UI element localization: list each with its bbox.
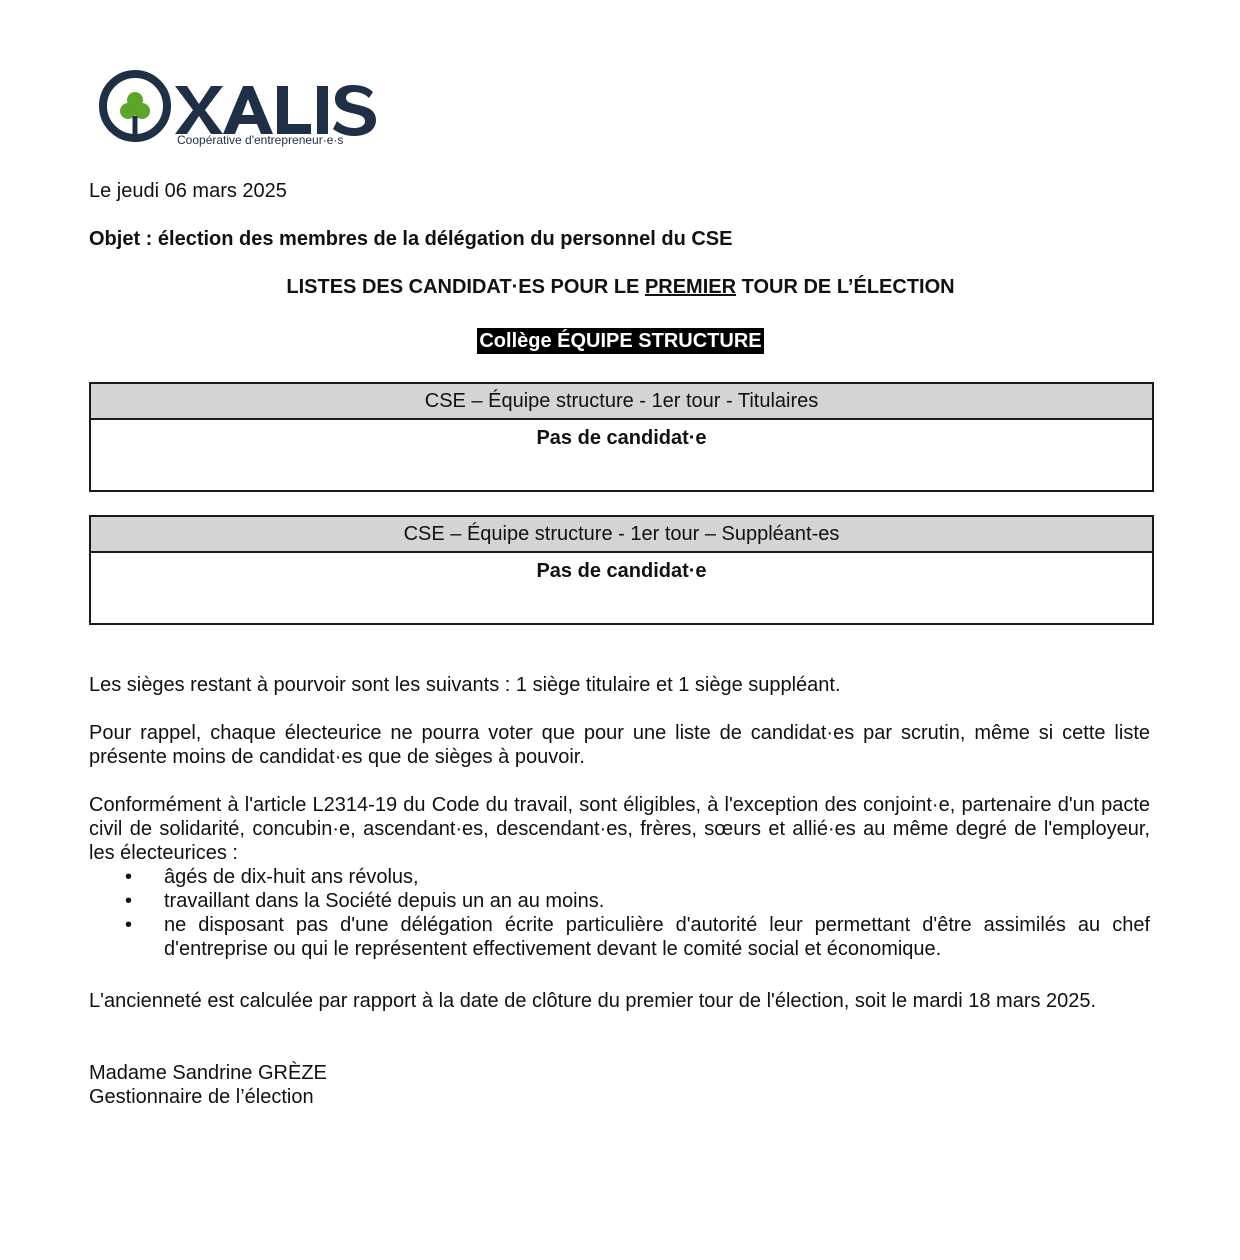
oxalis-logo-graphic [97,68,387,150]
heading-underlined: PREMIER [644,276,737,298]
seniority-paragraph: L'ancienneté est calculée par rapport à la date de clôture du premier tour de l'élection, soit le mardi 18 mars 2025. [89,990,1097,1012]
table-header: CSE – Équipe structure - 1er tour - Titulaires [91,384,1152,420]
table-header: CSE – Équipe structure - 1er tour – Suppléant-es [91,517,1152,553]
signatory-role: Gestionnaire de l’élection [89,1086,314,1108]
reminder-paragraph: Pour rappel, chaque électeurice ne pourra voter que pour une liste de candidat·es par scrutin, même si cette liste présente moins de candidat·es que de sièges à pouvoir. [89,722,1150,768]
bullet-icon: • [125,890,133,912]
candidates-table-suppleants [89,515,1154,625]
list-item-text: travaillant dans la Société depuis un an au moins. [164,890,605,912]
list-item [89,913,1150,961]
logo-wordmark [175,85,376,136]
oxalis-logo [97,68,387,150]
eligibility-criteria-list [89,865,1150,961]
letter-subject: Objet : élection des membres de la délégation du personnel du CSE [89,228,733,250]
seats-paragraph: Les sièges restant à pourvoir sont les suivants : 1 siège titulaire et 1 siège suppléant. [89,674,841,696]
clover-leaf-icon [127,92,143,108]
signatory-name: Madame Sandrine GRÈZE [89,1062,327,1084]
heading-part-2: TOUR DE L’ÉLECTION [736,276,955,298]
college-title-wrap [89,328,1152,354]
signature-block [89,1061,327,1109]
table-body: Pas de candidat·e [536,560,707,582]
list-item [89,889,1150,913]
eligibility-paragraph: Conformément à l'article L2314-19 du Code du travail, sont éligibles, à l'exception des conjoint·e, partenaire d'un pacte civil de solidarité, concubin·e, ascendant·es, descendant·es, frères, sœurs et allié·es au même degré de l'employeur, les électeurices : [89,794,1150,864]
list-item-text: âgés de dix-huit ans révolus, [164,866,419,888]
document-heading [89,276,1152,299]
heading-part-1: LISTES DES CANDIDAT·ES POUR LE [286,276,645,298]
logo-tagline: Coopérative d'entrepreneur·e·s [177,133,344,147]
table-body: Pas de candidat·e [536,427,707,449]
clover-stem-icon [133,116,138,138]
college-title: Collège ÉQUIPE STRUCTURE [479,330,762,352]
bullet-icon: • [125,914,133,936]
letter-date: Le jeudi 06 mars 2025 [89,180,287,202]
list-item-text: ne disposant pas d'une délégation écrite particulière d'autorité leur permettant d'être assimilés au chef d'entreprise ou qui le représentent effectivement devant le comité social et économique. [164,914,1150,960]
candidates-table-titulaires [89,382,1154,492]
list-item [89,865,1150,889]
bullet-icon: • [125,866,133,888]
